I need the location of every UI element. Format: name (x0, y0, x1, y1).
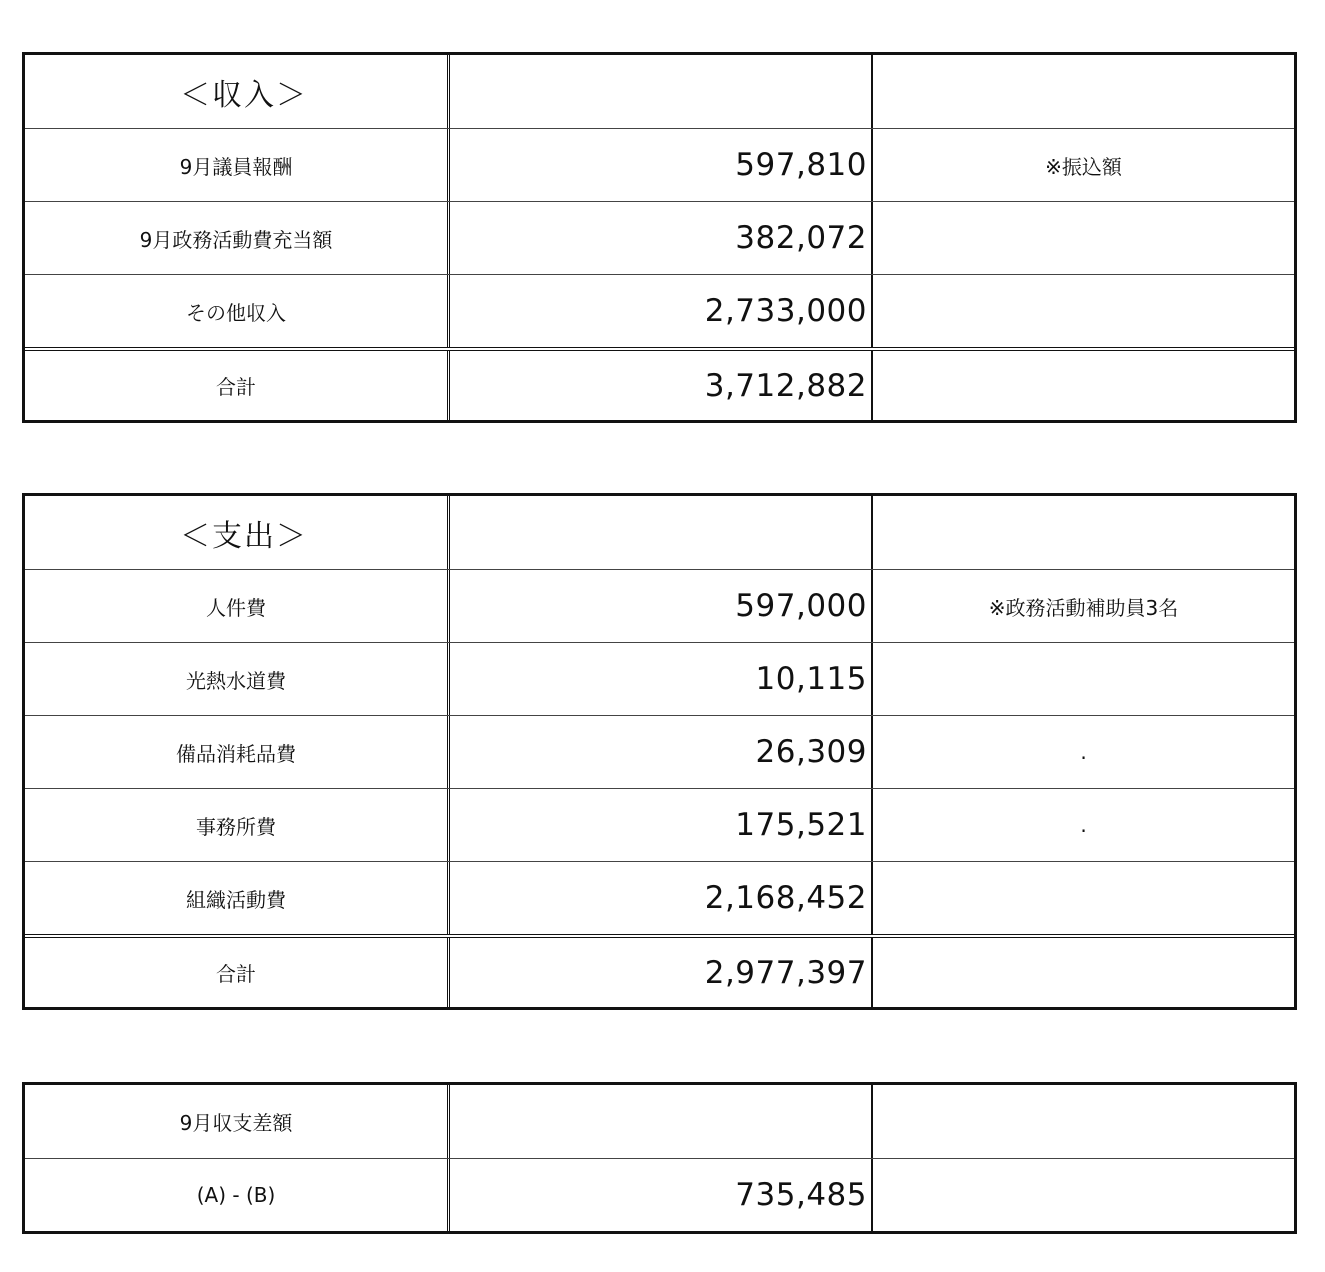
row-note: . (1080, 813, 1087, 837)
income-total-row (25, 347, 1294, 420)
row-label: 備品消耗品費 (25, 716, 450, 788)
row-value: 175,521 (450, 789, 873, 861)
row-note (873, 275, 1294, 347)
row-value: 597,000 (450, 570, 873, 642)
income-table (22, 52, 1297, 423)
table-row (25, 201, 1294, 274)
income-header-row (25, 55, 1294, 128)
row-note: . (1080, 740, 1087, 764)
row-label: 組織活動費 (25, 862, 450, 934)
table-row (25, 861, 1294, 934)
row-note: ※政務活動補助員3名 (988, 595, 1179, 620)
row-value: 10,115 (450, 643, 873, 715)
balance-header-row (25, 1085, 1294, 1158)
row-value: 2,733,000 (450, 275, 873, 347)
row-note (873, 643, 1294, 715)
row-value: 597,810 (450, 129, 873, 201)
row-label: 9月政務活動費充当額 (25, 202, 450, 274)
expense-total-row (25, 934, 1294, 1007)
total-value: 2,977,397 (450, 938, 873, 1007)
expense-table (22, 493, 1297, 1010)
table-row (25, 128, 1294, 201)
balance-header: 9月収支差額 (25, 1085, 450, 1158)
balance-table (22, 1082, 1297, 1234)
total-value: 3,712,882 (450, 351, 873, 420)
row-value: 382,072 (450, 202, 873, 274)
row-value: 2,168,452 (450, 862, 873, 934)
row-note (873, 862, 1294, 934)
table-row (25, 788, 1294, 861)
table-row (25, 642, 1294, 715)
table-row (25, 274, 1294, 347)
row-label: その他収入 (25, 275, 450, 347)
balance-label: (A) - (B) (25, 1159, 450, 1231)
row-label: 9月議員報酬 (25, 129, 450, 201)
total-label: 合計 (25, 351, 450, 420)
income-header: ＜収入＞ (25, 55, 450, 128)
row-value: 26,309 (450, 716, 873, 788)
table-row (25, 1158, 1294, 1231)
total-label: 合計 (25, 938, 450, 1007)
row-label: 事務所費 (25, 789, 450, 861)
row-note (873, 202, 1294, 274)
table-row (25, 715, 1294, 788)
row-label: 光熱水道費 (25, 643, 450, 715)
row-note: ※振込額 (1045, 154, 1122, 179)
balance-value: 735,485 (450, 1159, 873, 1231)
expense-header-row (25, 496, 1294, 569)
row-label: 人件費 (25, 570, 450, 642)
expense-header: ＜支出＞ (25, 496, 450, 569)
table-row (25, 569, 1294, 642)
